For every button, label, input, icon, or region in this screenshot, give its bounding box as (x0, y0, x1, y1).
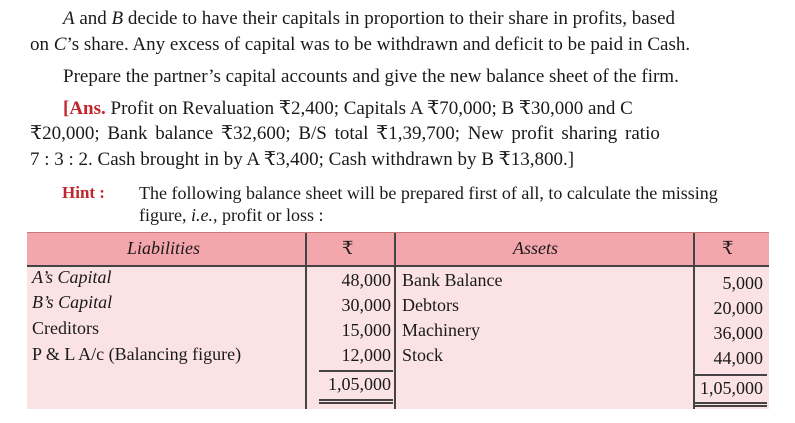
text: ’s share. Any excess of capital was to be withdrawn and deficit to be paid in Cash. (66, 34, 691, 55)
liability-name: Creditors (32, 318, 99, 338)
liability-amount: 48,000 (341, 270, 391, 290)
asset-name: Machinery (402, 320, 480, 340)
text: and (74, 8, 112, 29)
liability-name: P & L A/c (Balancing figure) (32, 344, 242, 364)
asset-amount: 44,000 (713, 348, 763, 368)
liability-name-text: B’s Capital (32, 292, 113, 312)
text-italic: i.e., (190, 205, 218, 225)
asset-name: Bank Balance (402, 270, 503, 290)
text: profit or loss : (217, 205, 324, 225)
header-rupee-assets: ₹ (722, 238, 734, 258)
answer-line2: ₹20,000; Bank balance ₹32,600; B/S total ₹1,39,700; New profit sharing ratio (30, 123, 660, 144)
liability-amount: 30,000 (341, 295, 391, 315)
partner-c: C (53, 34, 67, 55)
answer-label: Ans. (69, 98, 106, 119)
divider (305, 233, 307, 409)
header-assets: Assets (513, 238, 558, 258)
answer-text: Profit on Revaluation ₹2,400; Capitals A ₹70,000; B ₹30,000 and C (105, 98, 633, 119)
problem-paragraph-line2 (30, 34, 690, 56)
asset-amount: 20,000 (713, 298, 763, 318)
hint-line1: The following balance sheet will be prepared first of all, to calculate the missing (139, 183, 718, 203)
header-rupee-liabilities: ₹ (342, 238, 354, 258)
problem-instruction: Prepare the partner’s capital accounts and give the new balance sheet of the firm. (63, 66, 679, 87)
total-rule-top (319, 370, 393, 372)
divider (693, 233, 695, 409)
total-rule-bottom (695, 402, 767, 404)
asset-amount: 36,000 (713, 323, 763, 343)
asset-name: Stock (402, 345, 444, 365)
liability-amount: 12,000 (341, 345, 391, 365)
total-assets: 1,05,000 (700, 378, 763, 398)
problem-paragraph-line1 (63, 8, 675, 30)
total-liabilities: 1,05,000 (328, 374, 391, 394)
total-rule-bottom (319, 399, 393, 401)
hint-label: Hint : (62, 183, 105, 202)
partner-a: A (63, 8, 75, 29)
partner-b: B (111, 8, 124, 29)
header-liabilities: Liabilities (127, 238, 201, 258)
total-rule-top (695, 374, 767, 376)
text: figure, (139, 205, 191, 225)
liability-name-text: A’s Capital (32, 267, 112, 287)
hint-line2 (139, 204, 323, 226)
asset-amount: 5,000 (722, 273, 763, 293)
text: on (30, 34, 54, 55)
asset-name: Debtors (402, 295, 459, 315)
liability-name (32, 267, 112, 288)
balance-sheet-table (27, 232, 769, 409)
liability-amount: 15,000 (341, 320, 391, 340)
answer-line1 (63, 98, 633, 120)
divider (394, 233, 396, 409)
header-rule (27, 265, 769, 267)
liability-name (32, 292, 112, 313)
answer-bracket: [ (63, 98, 70, 119)
answer-line3: 7 : 3 : 2. Cash brought in by A ₹3,400; Cash withdrawn by B ₹13,800.] (30, 149, 575, 170)
text: decide to have their capitals in proportion to their share in profits, based (123, 8, 676, 29)
total-rule-bottom (319, 402, 393, 404)
total-rule-bottom (695, 405, 767, 407)
